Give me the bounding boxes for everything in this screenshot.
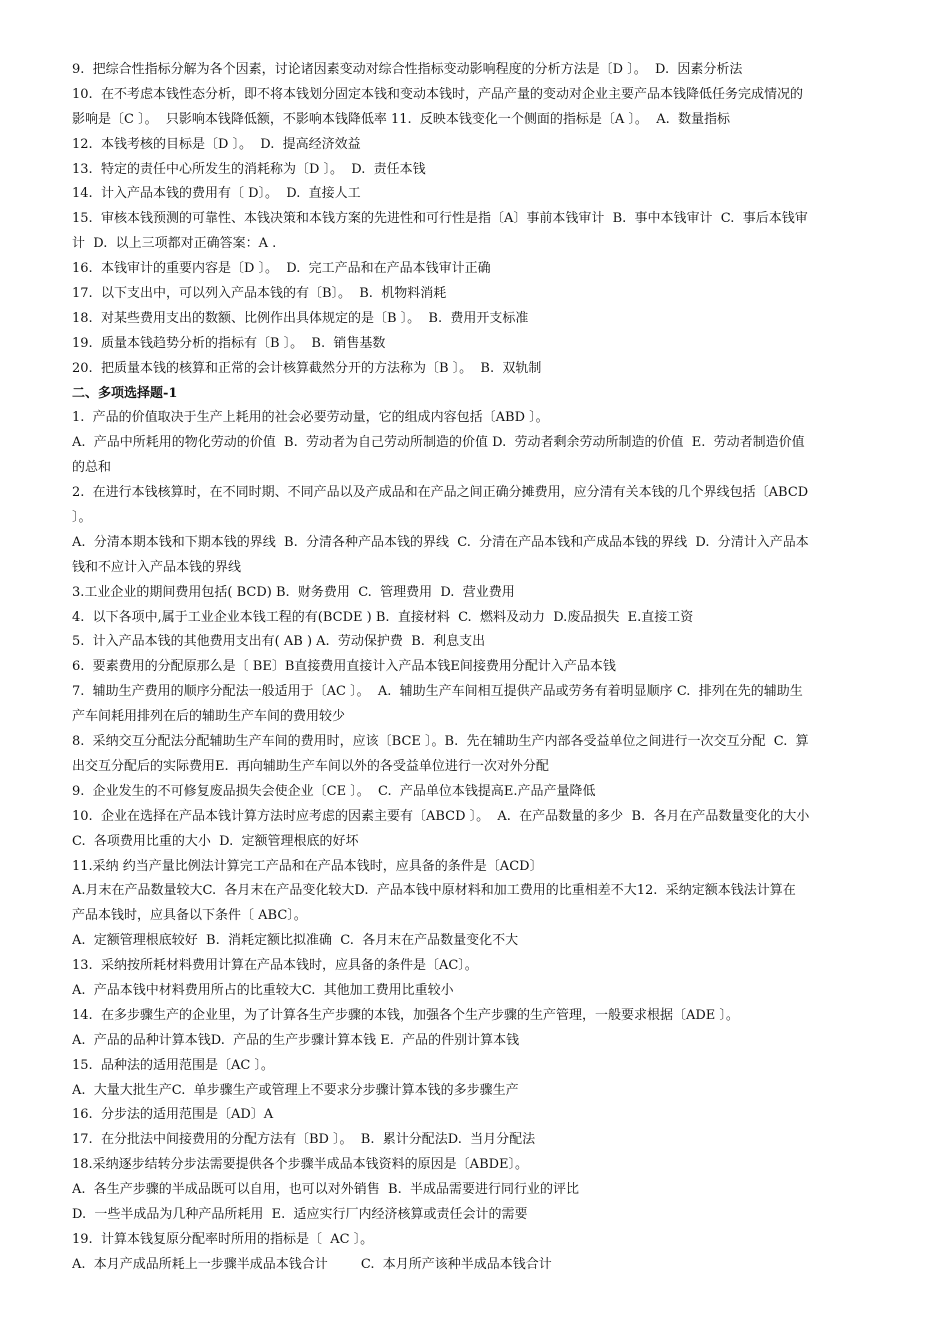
text-line: 〕。: [72, 510, 92, 526]
text-line: 2. 在进行本钱核算时，在不同时期、不同产品以及产成品和在产品之间正确分摊费用，应分清有关本钱的几个界线包括〔ABCD: [72, 485, 809, 501]
text-line: 出交互分配后的实际费用E. 再向辅助生产车间以外的各受益单位进行一次对外分配: [72, 758, 549, 774]
text-line: 13. 特定的责任中心所发生的消耗称为〔D 〕。 D. 责任本钱: [72, 161, 426, 177]
text-line: A. 产品本钱中材料费用所占的比重较大C. 其他加工费用比重较小: [72, 982, 454, 998]
text-line: 18.采纳逐步结转分步法需要提供各个步骤半成品本钱资料的原因是〔ABDE〕。: [72, 1157, 529, 1173]
text-line: 16. 分步法的适用范围是〔AD〕A: [72, 1107, 274, 1123]
text-line: 钱和不应计入产品本钱的界线: [72, 559, 242, 575]
text-line: 的总和: [72, 460, 112, 476]
text-line: A. 定额管理根底较好 B. 消耗定额比拟准确 C. 各月末在产品数量变化不大: [72, 933, 519, 949]
text-line: 11.采纳 约当产量比例法计算完工产品和在产品本钱时，应具备的条件是〔ACD〕: [72, 858, 543, 874]
text-line: 8. 采纳交互分配法分配辅助生产车间的费用时，应该〔BCE 〕。B. 先在辅助生产内部各受益单位之间进行一次交互分配 C. 算: [72, 734, 809, 750]
text-line: [72, 1278, 878, 1303]
text-line: 产车间耗用排列在后的辅助生产车间的费用较少: [72, 709, 346, 725]
text-line: A. 产品的品种计算本钱D. 产品的生产步骤计算本钱 E. 产品的件别计算本钱: [72, 1032, 520, 1048]
text-line: 3.工业企业的期间费用包括( BCD) B. 财务费用 C. 管理费用 D. 营业费用: [72, 584, 515, 600]
text-line: A. 分清本期本钱和下期本钱的界线 B. 分清各种产品本钱的界线 C. 分清在产品本钱和产成品本钱的界线 D. 分清计入产品本: [72, 534, 809, 550]
text-line: 1. 产品的价值取决于生产上耗用的社会必要劳动量，它的组成内容包括〔ABD 〕。: [72, 410, 549, 426]
text-line: 5. 计入产品本钱的其他费用支出有( AB ) A. 劳动保护费 B. 利息支出: [72, 634, 486, 650]
text-line: 产品本钱时，应具备以下条件〔 ABC〕。: [72, 908, 307, 924]
text-line: D. 一些半成品为几种产品所耗用 E. 适应实行厂内经济核算或责任会计的需要: [72, 1206, 528, 1222]
text-line: 18. 对某些费用支出的数额、比例作出具体规定的是〔B 〕。 B. 费用开支标准: [72, 310, 529, 326]
text-line: A. 产品中所耗用的物化劳动的价值 B. 劳动者为自己劳动所制造的价值 D. 劳动者剩余劳动所制造的价值 E. 劳动者制造价值: [72, 435, 805, 451]
text-line: A. 各生产步骤的半成品既可以自用，也可以对外销售 B. 半成品需要进行同行业的评比: [72, 1182, 580, 1198]
text-line: 16. 本钱审计的重要内容是〔D 〕。 D. 完工产品和在产品本钱审计正确: [72, 261, 491, 277]
text-line: 10. 企业在选择在产品本钱计算方法时应考虑的因素主要有〔ABCD 〕。 A. 在产品数量的多少 B. 各月在产品数量变化的大小: [72, 808, 810, 824]
text-line: A. 大量大批生产C. 单步骤生产或管理上不要求分步骤计算本钱的多步骤生产: [72, 1082, 519, 1098]
text-line: 9. 企业发生的不可修复废品损失会使企业〔CE 〕。 C. 产品单位本钱提高E.产品产量降低: [72, 783, 596, 799]
text-line: A.月末在产品数量较大C. 各月末在产品变化较大D. 产品本钱中原材料和加工费用的比重相差不大12. 采纳定额本钱法计算在: [72, 883, 796, 899]
text-line: 6. 要素费用的分配原那么是〔 BE〕B直接费用直接计入产品本钱E间接费用分配计入产品本钱: [72, 659, 616, 675]
text-line: 10. 在不考虑本钱性态分析，即不将本钱划分固定本钱和变动本钱时，产品产量的变动对企业主要产品本钱降低任务完成情况的: [72, 86, 803, 102]
text-line: 7. 辅助生产费用的顺序分配法一般适用于〔AC 〕。 A. 辅助生产车间相互提供产品或劳务有着明显顺序 C. 排列在先的辅助生: [72, 684, 803, 700]
text-line: 14. 在多步骤生产的企业里，为了计算各生产步骤的本钱，加强各个生产步骤的生产管理，一般要求根据〔ADE 〕。: [72, 1007, 739, 1023]
section-heading: 二、多项选择题-1: [72, 385, 178, 401]
text-line: 19. 计算本钱复原分配率时所用的指标是〔 AC 〕。: [72, 1231, 374, 1247]
text-line: 17. 以下支出中，可以列入产品本钱的有〔B〕。 B. 机物料消耗: [72, 286, 447, 302]
text-line: C. 各项费用比重的大小 D. 定额管理根底的好坏: [72, 833, 359, 849]
text-line: 4. 以下各项中,属于工业企业本钱工程的有(BCDE ) B. 直接材料 C. 燃料及动力 D.废品损失 E.直接工资: [72, 609, 694, 625]
text-line: 9. 把综合性指标分解为各个因素，讨论诸因素变动对综合性指标变动影响程度的分析方法是〔D 〕。 D. 因素分析法: [72, 62, 743, 77]
text-line: 15. 审核本钱预测的可靠性、本钱决策和本钱方案的先进性和可行性是指〔A〕事前本钱审计 B. 事中本钱审计 C. 事后本钱审: [72, 211, 808, 227]
text-line: 17. 在分批法中间接费用的分配方法有〔BD 〕。 B. 累计分配法D. 当月分配法: [72, 1132, 536, 1148]
text-line: 20. 把质量本钱的核算和正常的会计核算截然分开的方法称为〔B 〕。 B. 双轨制: [72, 360, 542, 376]
text-line: 19. 质量本钱趋势分析的指标有〔B 〕。 B. 销售基数: [72, 335, 386, 351]
text-line: 12. 本钱考核的目标是〔D 〕。 D. 提高经济效益: [72, 136, 361, 152]
text-line: 影响是〔C 〕。 只影响本钱降低额，不影响本钱降低率 11. 反映本钱变化一个侧面的指标是〔A 〕。 A. 数量指标: [72, 111, 730, 127]
text-line: 计 D. 以上三项都对正确答案：A .: [72, 236, 277, 252]
text-line: A. 本月产成品所耗上一步骤半成品本钱合计 C. 本月所产该种半成品本钱合计: [72, 1256, 552, 1272]
text-line: 15. 品种法的适用范围是〔AC 〕。: [72, 1057, 274, 1073]
text-line: 14. 计入产品本钱的费用有〔 D〕。 D. 直接人工: [72, 186, 361, 202]
text-line: 13. 采纳按所耗材料费用计算在产品本钱时，应具备的条件是〔AC〕。: [72, 958, 478, 974]
